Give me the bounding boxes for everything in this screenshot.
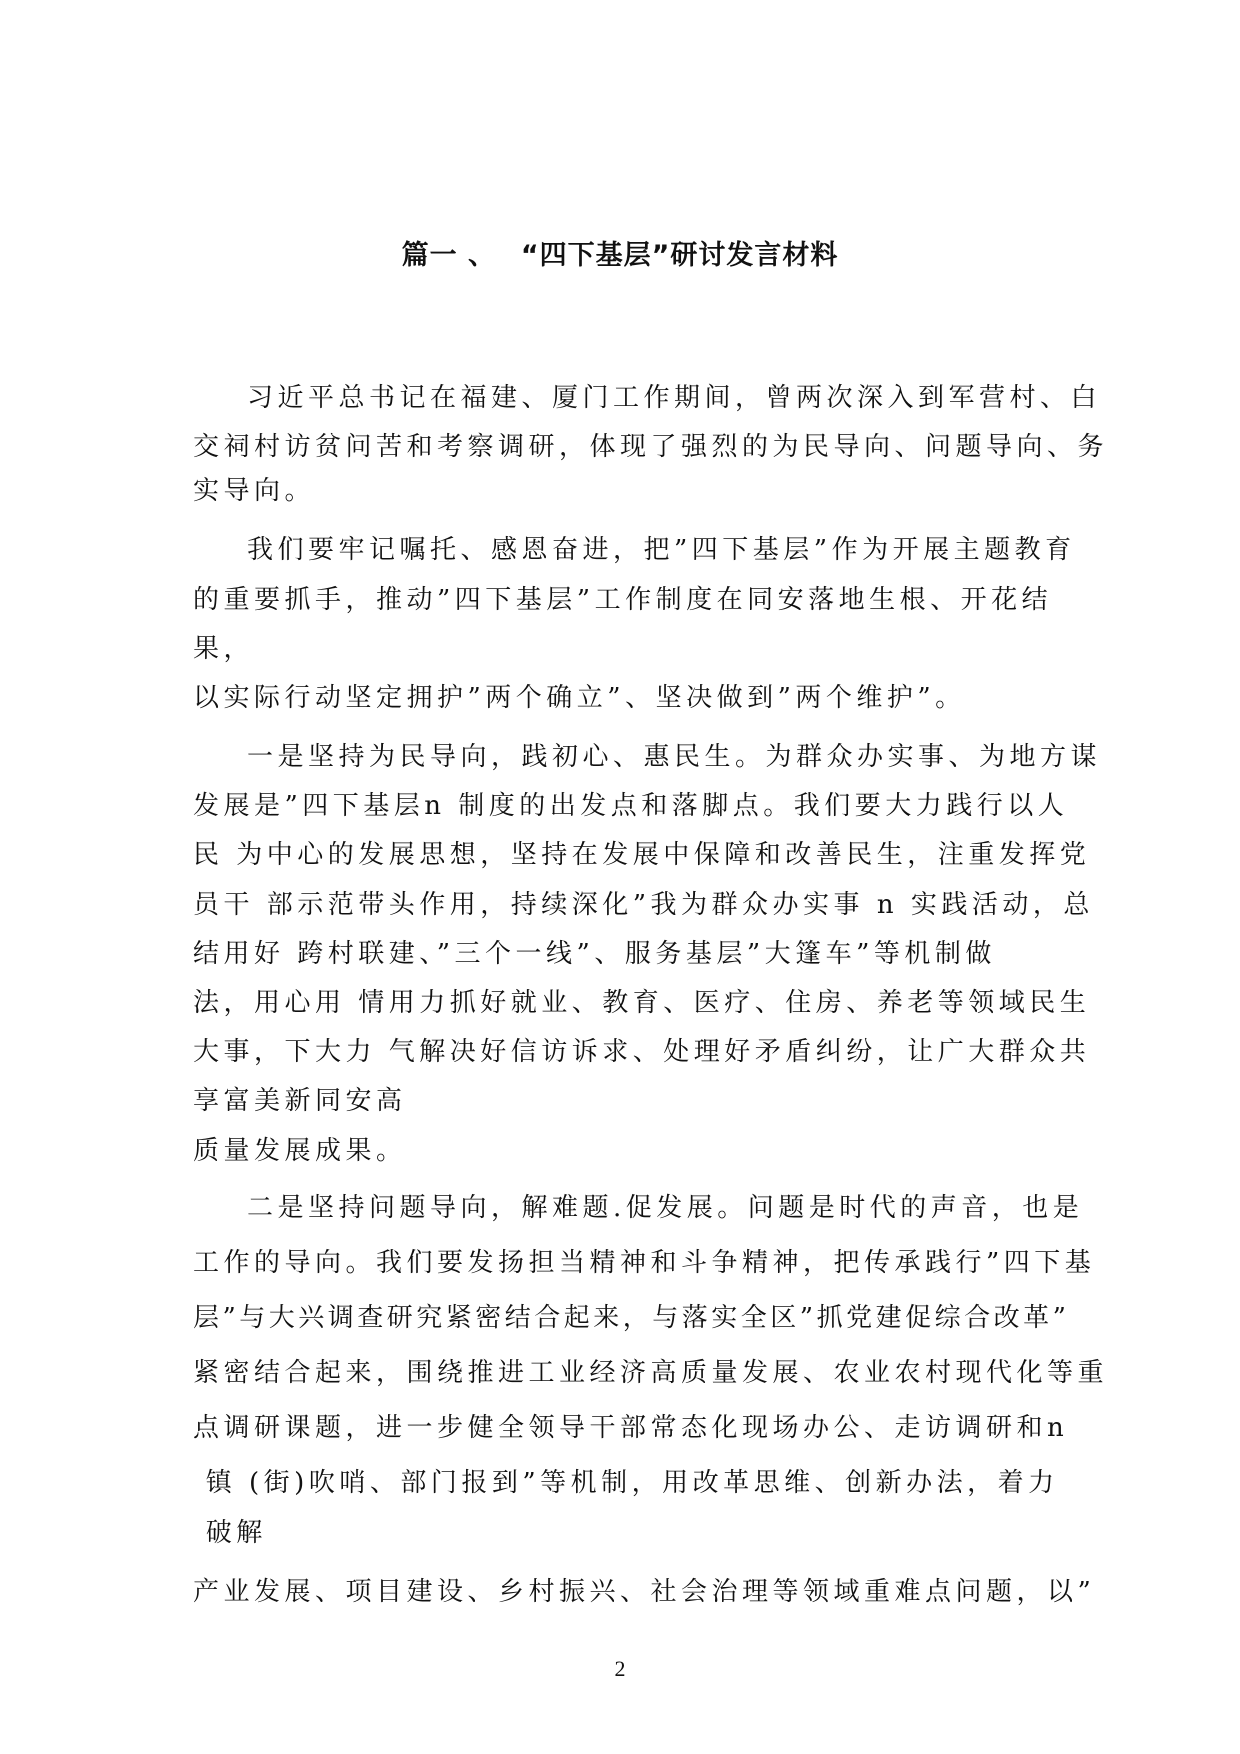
paragraph-line: 发展是”四下基层n 制度的出发点和落脚点。我们要大力践行以人 [193, 791, 1069, 821]
paragraph-line: 紧密结合起来，围绕推进工业经济高质量发展、农业农村现代化等重 [193, 1358, 1109, 1388]
paragraph-line: 镇 (街)吹哨、部门报到”等机制，用改革思维、创新办法，着力 [193, 1468, 1059, 1498]
paragraph-line: 大事，下大力 气解决好信访诉求、处理好矛盾纠纷，让广大群众共 [193, 1037, 1091, 1067]
paragraph-line: 果， [193, 634, 255, 664]
paragraph-line: 习近平总书记在福建、厦门工作期间，曾两次深入到军营村、白 [247, 383, 1102, 413]
page-title: 篇一 、 “四下基层”研讨发言材料 [401, 240, 839, 271]
paragraph-line: 产业发展、项目建设、乡村振兴、社会治理等领域重难点问题，以” [193, 1577, 1096, 1607]
paragraph-line: 员干 部示范带头作用，持续深化”我为群众办实事 n 实践活动，总 [193, 890, 1094, 920]
paragraph-line: 质量发展成果。 [193, 1136, 407, 1166]
paragraph-line: 二是坚持问题导向，解难题.促发展。问题是时代的声音，也是 [247, 1193, 1084, 1223]
page-number: 2 [614, 1656, 626, 1681]
paragraph-line: 的重要抓手，推动”四下基层”工作制度在同安落地生根、开花结 [193, 585, 1053, 615]
paragraph-line: 破解 [193, 1518, 267, 1548]
paragraph-line: 以实际行动坚定拥护”两个确立”、坚决做到”两个维护”。 [193, 683, 966, 713]
paragraph-line: 层”与大兴调查研究紧密结合起来，与落实全区”抓党建促综合改革” [193, 1303, 1070, 1333]
paragraph-line: 工作的导向。我们要发扬担当精神和斗争精神，把传承践行”四下基 [193, 1248, 1096, 1278]
paragraph-line: 实导向。 [193, 476, 316, 506]
paragraph-line: 一是坚持为民导向，践初心、惠民生。为群众办实事、为地方谋 [247, 742, 1102, 772]
paragraph-line: 我们要牢记嘱托、感恩奋进，把”四下基层”作为开展主题教育 [247, 535, 1076, 565]
paragraph-line: 法，用心用 情用力抓好就业、教育、医疗、住房、养老等领域民生 [193, 988, 1091, 1018]
paragraph-line: 交祠村访贫问苦和考察调研，体现了强烈的为民导向、问题导向、务 [193, 432, 1109, 462]
paragraph-line: 点调研课题，进一步健全领导干部常态化现场办公、走访调研和n [193, 1413, 1069, 1443]
paragraph-line: 民 为中心的发展思想，坚持在发展中保障和改善民生，注重发挥党 [193, 840, 1091, 870]
paragraph-line: 享富美新同安高 [193, 1086, 407, 1116]
paragraph-line: 结用好 跨村联建、”三个一线”、服务基层”大篷车”等机制做 [193, 939, 996, 969]
